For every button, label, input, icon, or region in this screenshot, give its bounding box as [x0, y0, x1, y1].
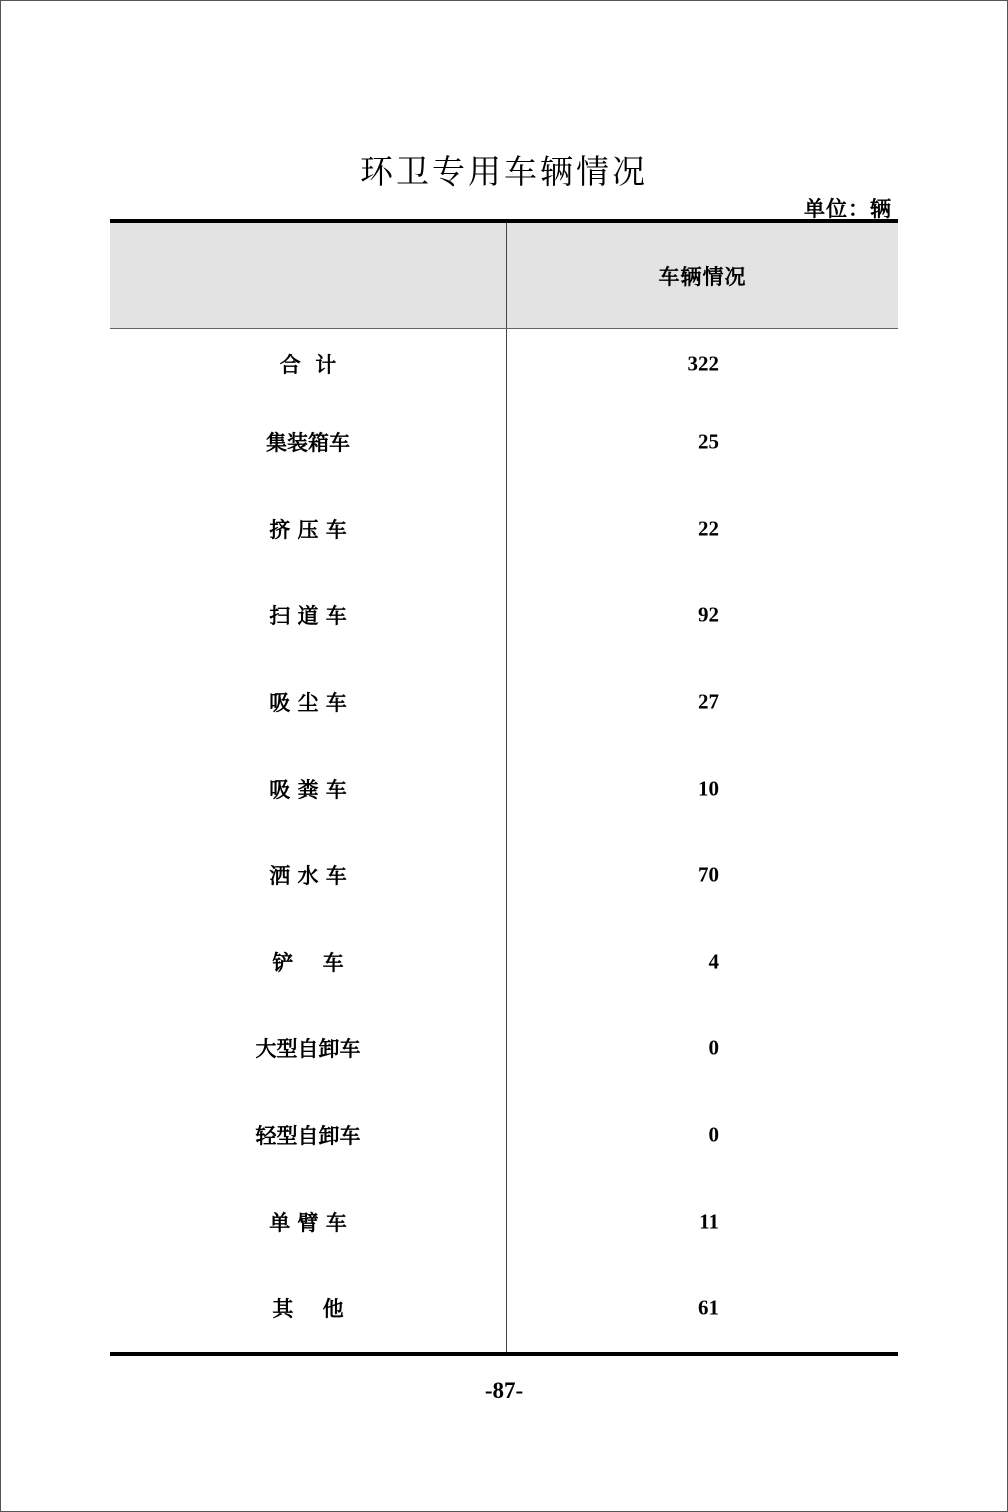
- row-label: 合 计: [110, 329, 507, 399]
- table-row: [110, 1265, 898, 1352]
- row-value: 92: [698, 602, 719, 627]
- table-row: [110, 919, 898, 1006]
- row-value: 0: [708, 1035, 719, 1060]
- row-label: 扫 道 车: [110, 572, 507, 659]
- row-value: 70: [698, 862, 719, 887]
- table-row: [110, 329, 898, 399]
- table-row: [110, 399, 898, 486]
- row-label: 其 他: [110, 1265, 507, 1352]
- row-label: 吸 粪 车: [110, 745, 507, 832]
- table-row: [110, 572, 898, 659]
- header-vehicle-status: 车辆情况: [658, 263, 747, 289]
- table-row: [110, 1178, 898, 1265]
- row-label: 集装箱车: [110, 399, 507, 486]
- row-value: 61: [698, 1295, 719, 1320]
- table-row: [110, 659, 898, 746]
- row-value: 11: [699, 1209, 719, 1234]
- unit-label: 单位：辆: [804, 196, 892, 221]
- vehicle-table: [110, 219, 898, 1356]
- table-row: [110, 832, 898, 919]
- table-row: [110, 486, 898, 573]
- table-header: [110, 223, 898, 329]
- row-value: 25: [698, 429, 719, 454]
- row-label: 铲 车: [110, 919, 507, 1006]
- row-label: 单 臂 车: [110, 1178, 507, 1265]
- row-label: 轻型自卸车: [110, 1092, 507, 1179]
- row-value: 322: [687, 351, 719, 376]
- row-label: 大型自卸车: [110, 1005, 507, 1092]
- table-body: [110, 329, 898, 1356]
- header-empty-cell: [110, 223, 507, 328]
- row-label: 吸 尘 车: [110, 659, 507, 746]
- row-label: 洒 水 车: [110, 832, 507, 919]
- row-value: 22: [698, 516, 719, 541]
- table-row: [110, 1092, 898, 1179]
- row-value: 0: [708, 1122, 719, 1147]
- row-value: 10: [698, 776, 719, 801]
- table-row: [110, 1005, 898, 1092]
- page-title: 环卫专用车辆情况: [360, 152, 648, 191]
- row-value: 4: [708, 949, 719, 974]
- page-number: -87-: [484, 1378, 524, 1403]
- table-row: [110, 745, 898, 832]
- row-label: 挤 压 车: [110, 486, 507, 573]
- row-value: 27: [698, 689, 719, 714]
